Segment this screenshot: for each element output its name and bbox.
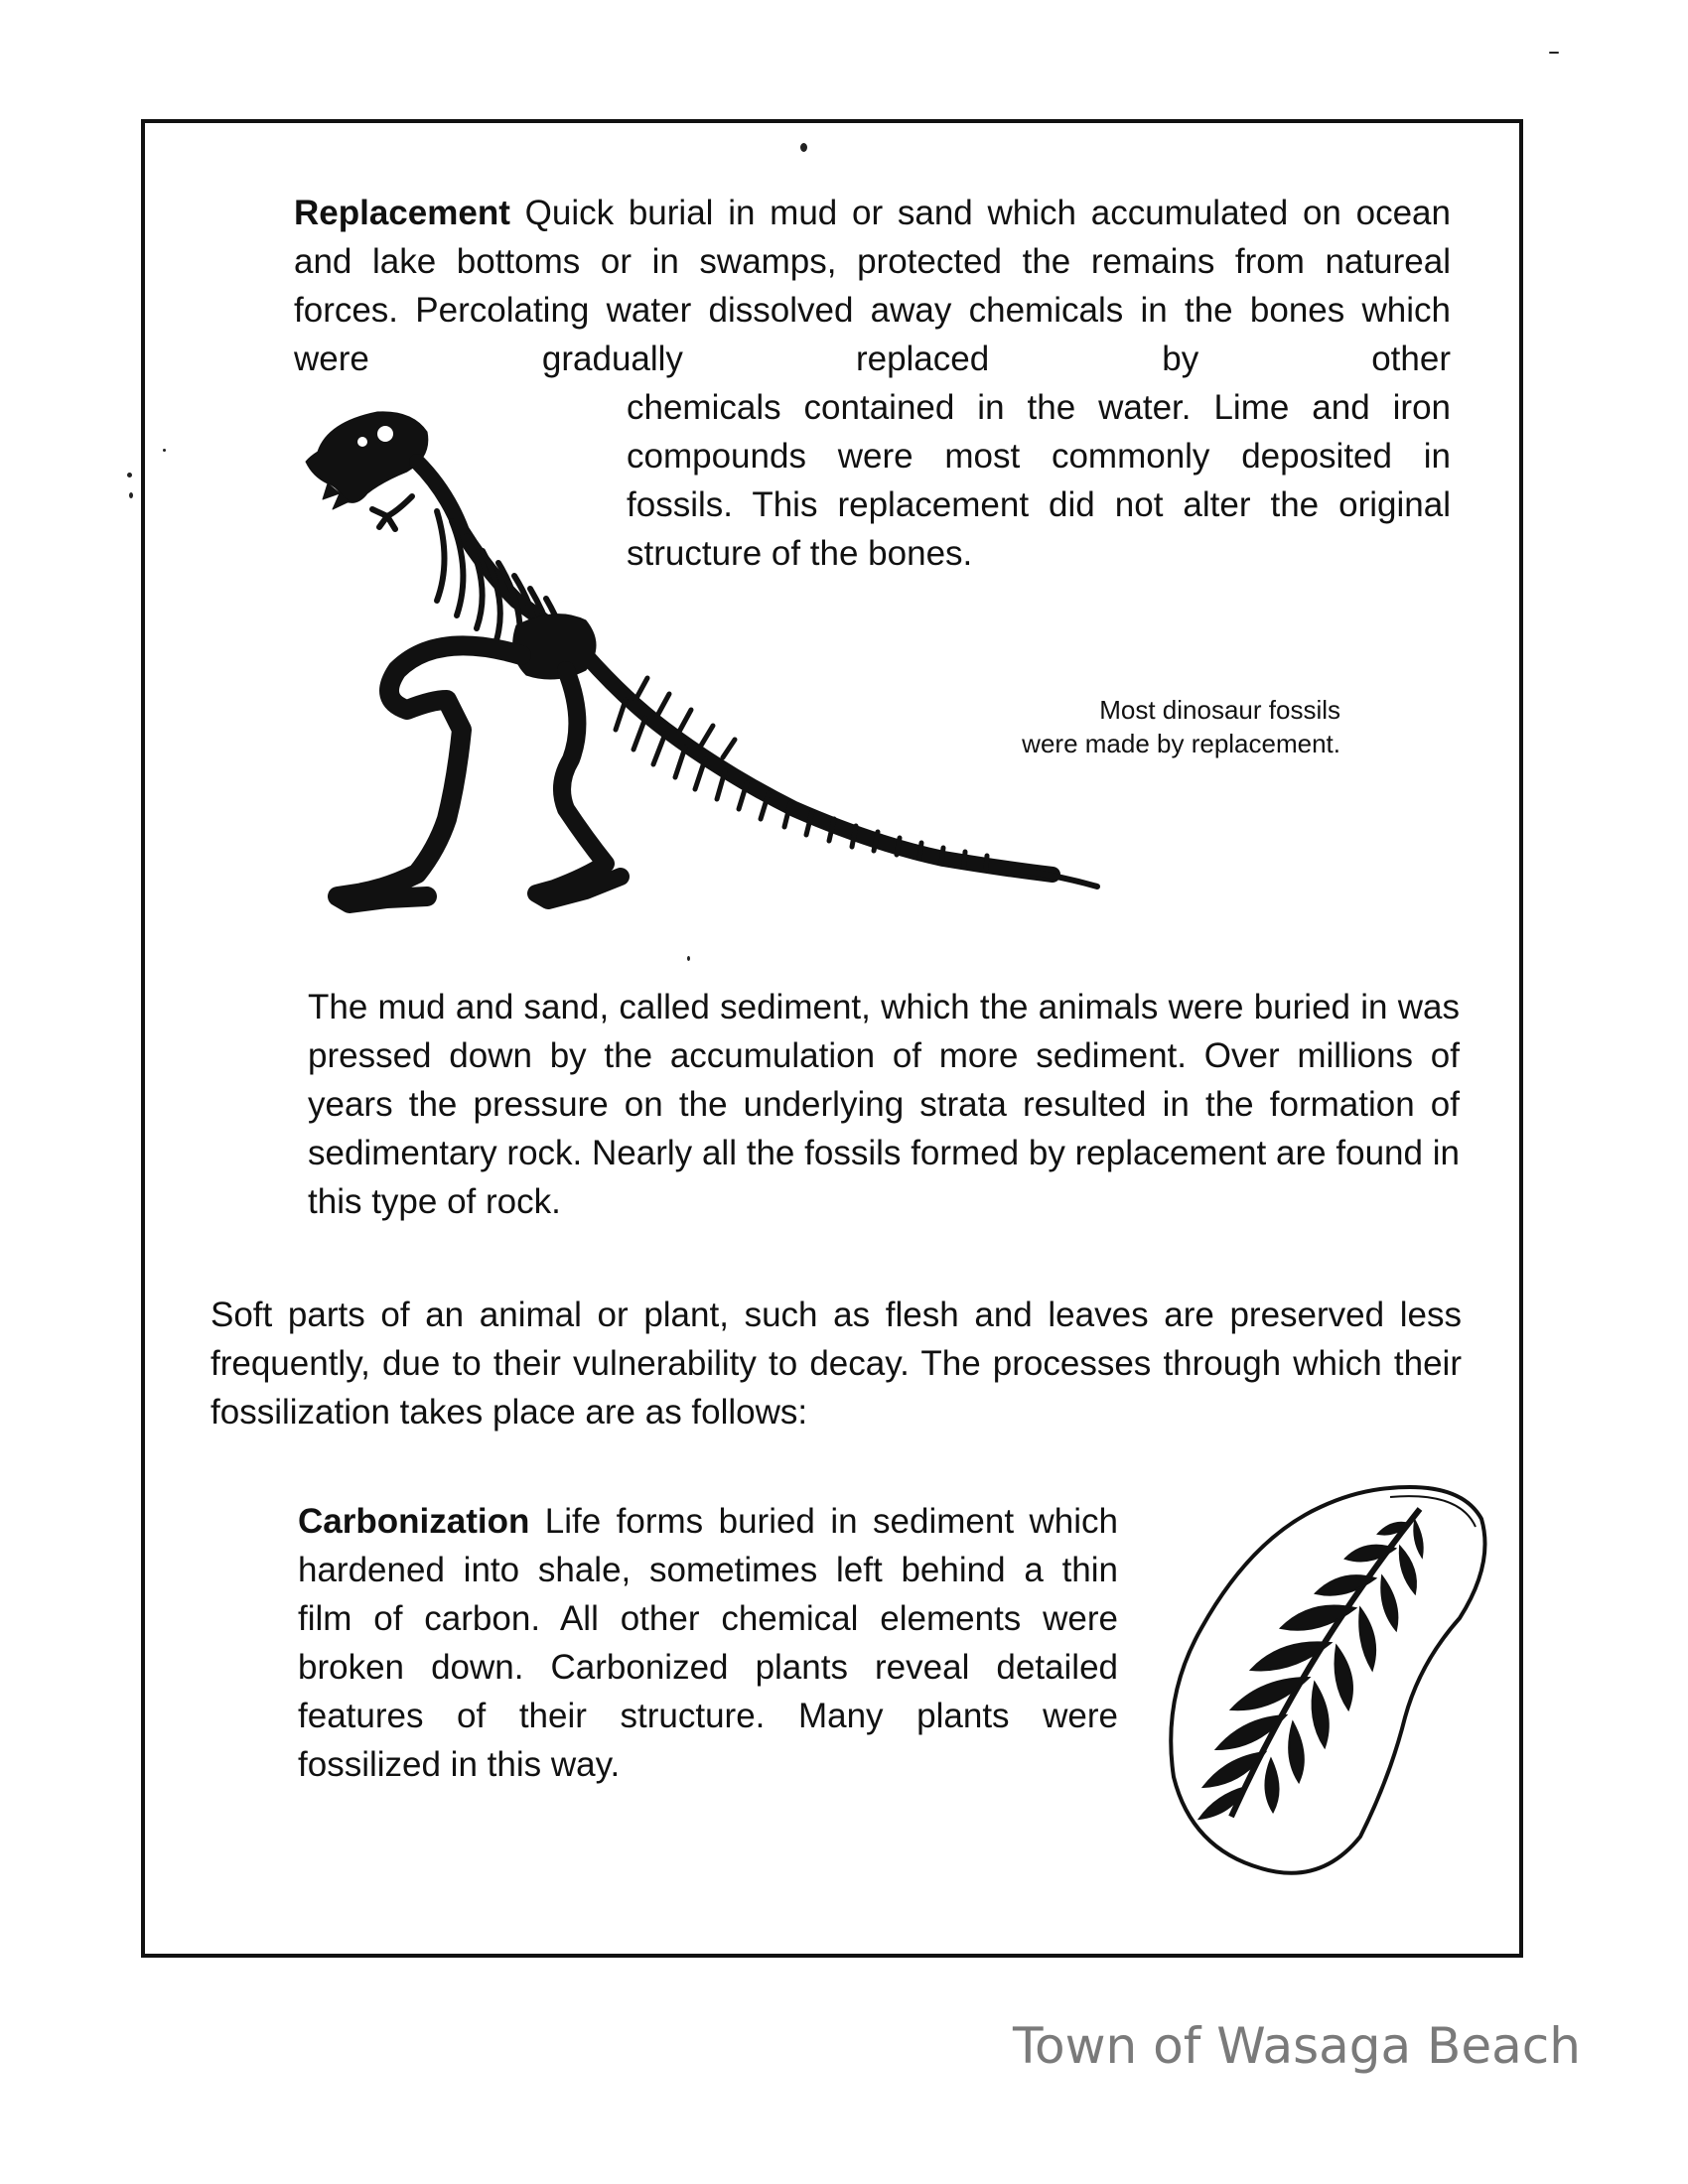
carbonized-fern-icon bbox=[1162, 1479, 1499, 1886]
dinosaur-caption bbox=[953, 693, 1340, 760]
replacement-paragraph-bottom: chemicals contained in the water. Lime and iron compounds were most commonly deposited in fossils. This replacement did not alter the original structure of the bones. bbox=[627, 388, 1451, 573]
carbonization-term: Carbonization bbox=[298, 1502, 530, 1541]
scan-speck bbox=[687, 956, 690, 961]
town-attribution: Town of Wasaga Beach bbox=[1013, 2017, 1581, 2075]
scan-speck bbox=[163, 449, 166, 452]
dinosaur-caption-line2: were made by replacement. bbox=[1022, 729, 1340, 758]
replacement-text-top: Quick burial in mud or sand which accumulated on ocean and lake bottoms or in swamps, protected the remains from natureal forces. Percolating water dissolved away chemicals in the bones which were gradually replaced by other bbox=[294, 194, 1451, 378]
scan-speck bbox=[129, 492, 133, 498]
scan-speck bbox=[1549, 52, 1559, 54]
replacement-paragraph-top bbox=[294, 189, 1451, 383]
tyrannosaurus-skeleton-icon bbox=[288, 402, 1122, 938]
scan-speck bbox=[127, 473, 132, 478]
soft-parts-paragraph: Soft parts of an animal or plant, such as flesh and leaves are preserved less frequently, due to their vulnerability to decay. The processes through which their fossilization takes place are as follows: bbox=[211, 1296, 1462, 1432]
carbonization-text: Life forms buried in sediment which hardened into shale, sometimes left behind a thin film of carbon. All other chemical elements were broken down. Carbonized plants reveal detailed features of their structure. Many plants were fossilized in this way. bbox=[298, 1502, 1118, 1784]
scan-speck bbox=[800, 143, 807, 152]
replacement-term: Replacement bbox=[294, 194, 510, 232]
sediment-paragraph: The mud and sand, called sediment, which the animals were buried in was pressed down by the accumulation of more sediment. Over millions of years the pressure on the underlying strata resulted in the formation of sedimentary rock. Nearly all the fossils formed by replacement are found in this type of rock. bbox=[308, 988, 1460, 1221]
carbonization-paragraph bbox=[298, 1497, 1118, 1789]
dinosaur-caption-line1: Most dinosaur fossils bbox=[1099, 695, 1340, 725]
